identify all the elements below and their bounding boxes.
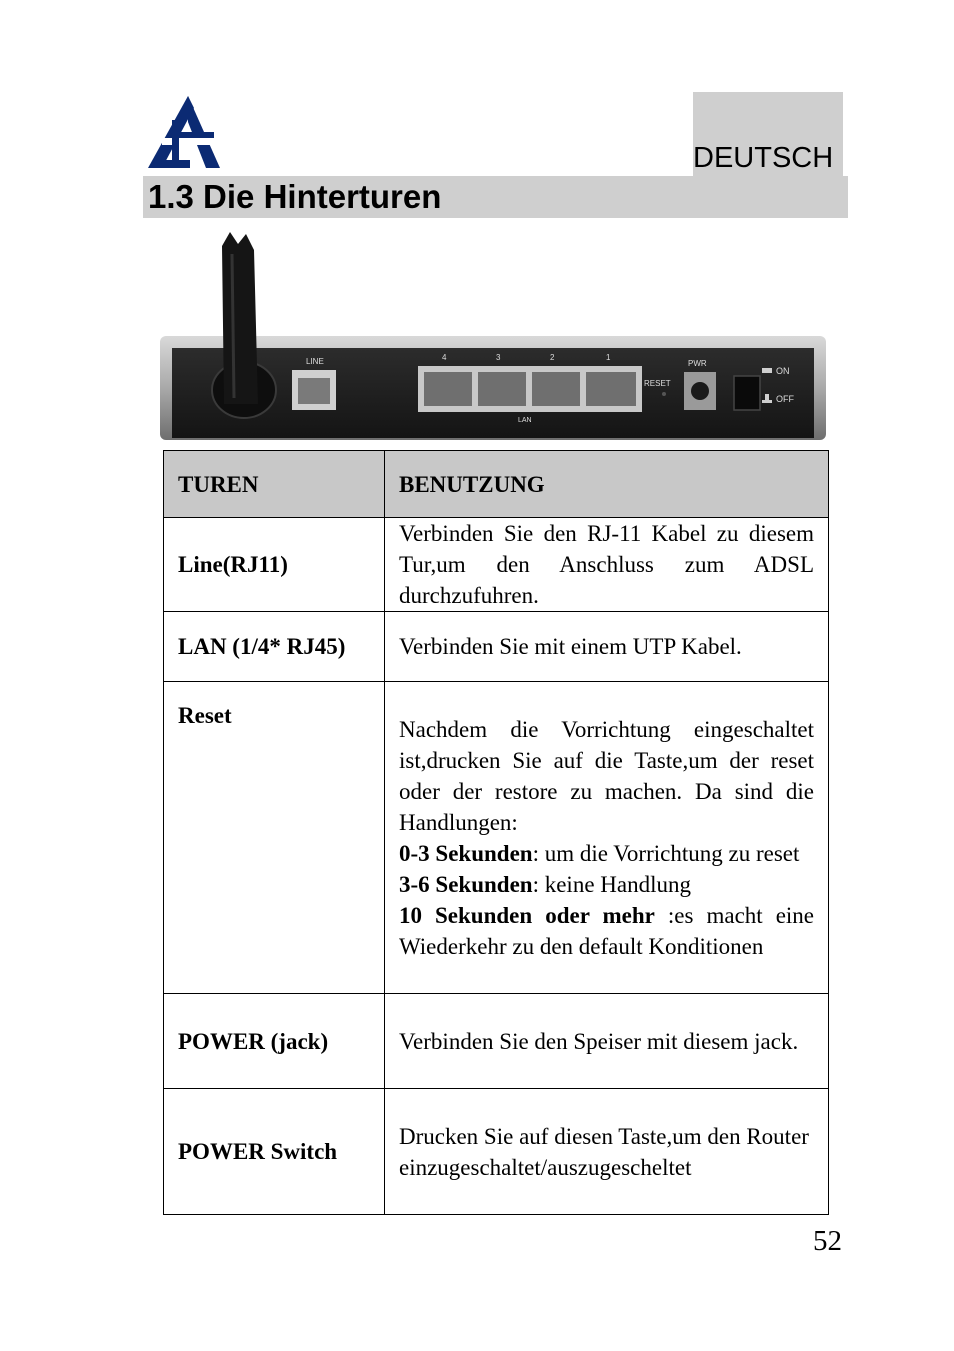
- port-description: Verbinden Sie mit einem UTP Kabel.: [385, 612, 829, 682]
- reset-item-text: :es macht eine Wiederkehr zu den default Konditionen: [399, 902, 814, 959]
- table-row: [164, 612, 829, 682]
- reset-item-term: 0-3 Sekunden: [399, 840, 533, 866]
- port-name: LAN (1/4* RJ45): [164, 612, 385, 682]
- lan-port-4: [424, 372, 472, 406]
- table-header-row: [164, 451, 829, 518]
- reset-item-term: 3-6 Sekunden: [399, 871, 533, 897]
- table-row: [164, 994, 829, 1089]
- line-port-label: LINE: [306, 357, 324, 366]
- antenna: [222, 232, 258, 404]
- port-name: POWER Switch: [164, 1089, 385, 1215]
- page-number: 52: [813, 1225, 842, 1257]
- reset-intro: Nachdem die Vorrichtung eingeschaltet ist,drucken Sie auf die Taste,um der reset oder der restore zu machen. Da sind die Handlungen:: [399, 716, 814, 835]
- lan-port-1-label: 1: [606, 353, 611, 362]
- ports-table: [163, 450, 829, 1215]
- router-back-panel: [158, 228, 828, 444]
- atlantis-logo-icon: [148, 94, 220, 170]
- port-description: Verbinden Sie den RJ-11 Kabel zu diesem Tur,um den Anschluss zum ADSL durchzufuhren.: [385, 518, 829, 612]
- port-description: Drucken Sie auf diesen Taste,um den Router einzugeschaltet/auszugescheltet: [385, 1089, 829, 1215]
- port-description: [385, 682, 829, 994]
- header-usage: BENUTZUNG: [385, 451, 829, 518]
- lan-port-3-label: 3: [496, 353, 501, 362]
- language-label: DEUTSCH: [693, 142, 834, 174]
- table-row: [164, 682, 829, 994]
- port-name: Line(RJ11): [164, 518, 385, 612]
- section-title: 1.3 Die Hinterturen: [148, 178, 442, 215]
- lan-port-3: [478, 372, 526, 406]
- reset-button: [662, 392, 666, 396]
- reset-label: RESET: [644, 379, 671, 388]
- table-row: [164, 518, 829, 612]
- power-switch: [734, 376, 760, 410]
- port-name: POWER (jack): [164, 994, 385, 1089]
- lan-label: LAN: [518, 417, 532, 424]
- reset-item-text: : um die Vorrichtung zu reset: [532, 840, 800, 866]
- reset-item-text: : keine Handlung: [532, 871, 691, 897]
- lan-port-2-label: 2: [550, 353, 555, 362]
- off-label: OFF: [776, 394, 794, 404]
- on-label: ON: [776, 366, 790, 376]
- header-ports: TUREN: [164, 451, 385, 518]
- pwr-label: PWR: [688, 359, 707, 368]
- port-description: Verbinden Sie den Speiser mit diesem jack.: [385, 994, 829, 1089]
- reset-item-term: 10 Sekunden oder mehr: [399, 902, 655, 928]
- table-row: [164, 1089, 829, 1215]
- lan-port-1: [586, 372, 636, 406]
- lan-port-4-label: 4: [442, 353, 447, 362]
- port-name: Reset: [164, 682, 385, 994]
- lan-port-2: [532, 372, 580, 406]
